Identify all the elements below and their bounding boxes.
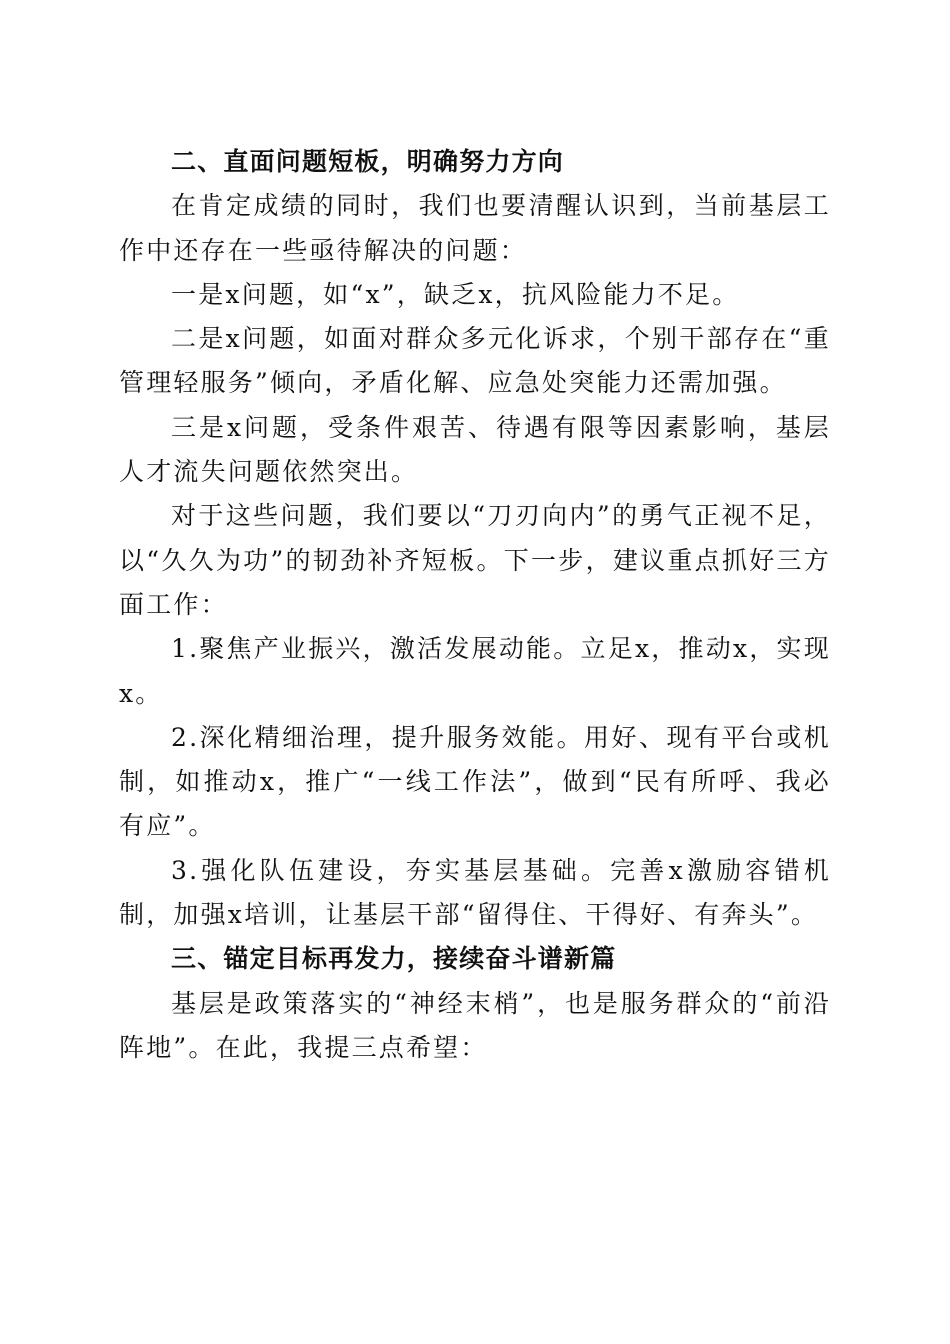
problem-paragraph-3: 三是x问题，受条件艰苦、待遇有限等因素影响，基层人才流失问题依然突出。 — [119, 412, 831, 487]
section-3-intro-paragraph: 基层是政策落实的“神经末梢”，也是服务群众的“前沿阵地”。在此，我提三点希望： — [119, 988, 831, 1062]
measure-paragraph-1: 1.聚焦产业振兴，激活发展动能。立足x，推动x，实现x。 — [119, 634, 831, 708]
section-3-heading: 三、锚定目标再发力，接续奋斗谱新篇 — [171, 944, 617, 974]
measure-paragraph-3: 3.强化队伍建设，夯实基层基础。完善x激励容错机制，加强x培训，让基层干部“留得住、干得好、有奔头”。 — [119, 855, 831, 930]
transition-paragraph: 对于这些问题，我们要以“刀刃向内”的勇气正视不足，以“久久为功”的韧劲补齐短板。下一步，建议重点抓好三方面工作： — [119, 501, 831, 619]
document-body — [119, 140, 831, 1070]
problem-paragraph-2: 二是x问题，如面对群众多元化诉求，个别干部存在“重管理轻服务”倾向，矛盾化解、应急处突能力还需加强。 — [119, 324, 831, 398]
measure-paragraph-2: 2.深化精细治理，提升服务效能。用好、现有平台或机制，如推动x，推广“一线工作法”，做到“民有所呼、我必有应”。 — [119, 722, 831, 841]
section-2-intro-paragraph: 在肯定成绩的同时，我们也要清醒认识到，当前基层工作中还存在一些亟待解决的问题： — [119, 191, 831, 265]
problem-paragraph-1: 一是x问题，如“x”，缺乏x，抗风险能力不足。 — [171, 279, 740, 309]
section-2-heading: 二、直面问题短板，明确努力方向 — [171, 147, 565, 176]
